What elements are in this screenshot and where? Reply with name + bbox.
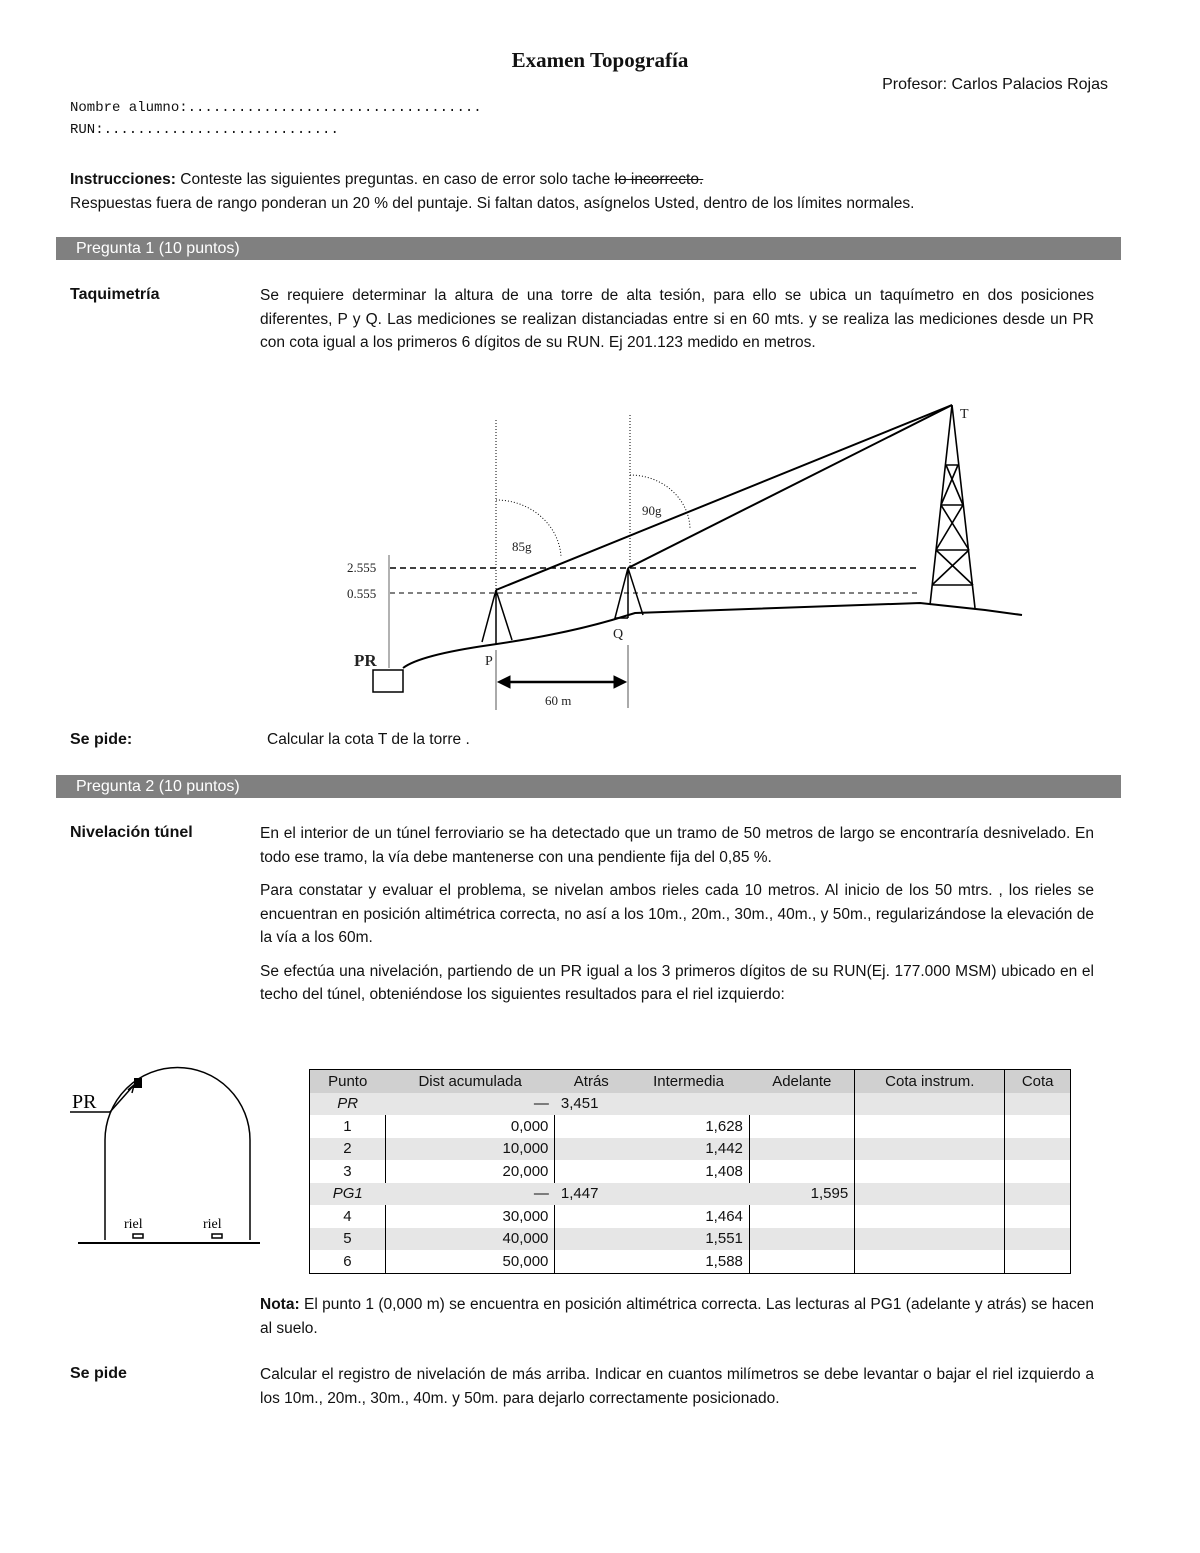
table-cell <box>749 1138 854 1161</box>
table-cell: — <box>533 1095 549 1113</box>
instructions-line2: Respuestas fuera de rango ponderan un 20 % del puntaje. Si faltan datos, asígnelos Usted, dentro de los límites normales. <box>70 195 915 212</box>
table-row <box>310 1138 1071 1161</box>
table-cell <box>749 1205 854 1228</box>
table-row <box>310 1205 1071 1228</box>
col-header: Punto <box>310 1070 386 1093</box>
q2-ask-label: Se pide <box>70 1365 127 1382</box>
table-cell <box>855 1228 1005 1251</box>
table-cell: 1 <box>310 1115 386 1138</box>
table-row <box>310 1183 1071 1206</box>
table-cell: 1,408 <box>628 1160 750 1183</box>
table-cell: 30,000 <box>385 1205 554 1228</box>
table-cell <box>855 1250 1005 1273</box>
table-cell <box>1005 1115 1071 1138</box>
table-cell: 3,451 <box>560 1095 599 1113</box>
q2-note <box>260 1293 1094 1341</box>
q1-statement: Se requiere determinar la altura de una torre de alta tesión, para ello se ubica un taquímetro en dos posiciones diferentes, P y Q. Las mediciones se realizan distanciadas entre si en 60 mts. y se realiza las mediciones desde un PR con cota igual a los primeros 6 dígitos de su RUN. Ej 201.123 medido en metros. <box>260 287 1094 351</box>
table-row <box>310 1160 1071 1183</box>
tower-diagram <box>340 395 1040 725</box>
table-cell <box>855 1093 1005 1116</box>
q2-topic-label: Nivelación túnel <box>70 824 193 841</box>
table-cell <box>628 1093 750 1116</box>
pr-marker <box>373 670 403 692</box>
q2-statement <box>260 822 1094 1017</box>
table-cell <box>555 1138 628 1161</box>
rail-left-label: riel <box>124 1217 143 1232</box>
q1-ask-text: Calcular la cota T de la torre . <box>267 731 470 748</box>
table-cell <box>555 1205 628 1228</box>
table-cell <box>555 1115 628 1138</box>
table-cell: 5 <box>310 1228 386 1251</box>
question-1-header <box>56 237 1121 260</box>
table-cell <box>1005 1138 1071 1161</box>
table-cell <box>1005 1250 1071 1273</box>
point-label: PG1 <box>332 1185 363 1203</box>
tunnel-pr-label: PR <box>72 1091 97 1113</box>
q1-topic-label: Taquimetría <box>70 286 160 303</box>
table-cell <box>749 1228 854 1251</box>
table-cell <box>1005 1093 1071 1116</box>
question-1-title: Pregunta 1 (10 puntos) <box>76 240 240 257</box>
table-cell: 40,000 <box>385 1228 554 1251</box>
q2-paragraph-3: Se efectúa una nivelación, partiendo de un PR igual a los 3 primeros dígitos de su RUN(Ej. 177.000 MSM) ubicado en el techo del túnel, obteniéndose los siguientes resultados para el riel izquierdo: <box>260 962 1094 1003</box>
table-row <box>310 1115 1071 1138</box>
note-text: El punto 1 (0,000 m) se encuentra en posición altimétrica correcta. Las lecturas al PG1 (adelante y atrás) se hacen al suelo. <box>260 1296 1094 1337</box>
table-cell: 1,464 <box>628 1205 750 1228</box>
distance-label: 60 m <box>545 693 572 708</box>
table-cell: 1,551 <box>628 1228 750 1251</box>
table-cell <box>555 1250 628 1273</box>
table-cell: 2 <box>310 1138 386 1161</box>
instructions <box>70 168 1115 216</box>
table-cell <box>555 1160 628 1183</box>
table-row <box>310 1228 1071 1251</box>
table-cell: 6 <box>310 1250 386 1273</box>
instructions-label: Instrucciones: <box>70 171 176 188</box>
tunnel-diagram <box>60 1060 270 1260</box>
table-cell: 1,588 <box>628 1250 750 1273</box>
table-cell: 1,628 <box>628 1115 750 1138</box>
table-cell: — <box>533 1185 549 1203</box>
table-cell: 1,442 <box>628 1138 750 1161</box>
table-cell: 3 <box>310 1160 386 1183</box>
angle-arc-q <box>630 475 690 528</box>
table-cell <box>310 1183 386 1206</box>
table-cell <box>749 1250 854 1273</box>
table-cell <box>749 1115 854 1138</box>
table-cell <box>855 1183 1005 1206</box>
q-label: Q <box>613 627 624 642</box>
table-row <box>310 1093 1071 1116</box>
q2-paragraph-2: Para constatar y evaluar el problema, se nivelan ambos rieles cada 10 metros. Al inicio de los 50 mtrs. , los rieles se encuentran en posición altimétrica correcta, no así a los 10m., 20m., 30m., 40m., y 50m., regularizándose la elevación de la vía a los 60m. <box>260 882 1094 946</box>
level-high-label: 2.555 <box>347 560 377 575</box>
table-cell <box>855 1138 1005 1161</box>
rail-right-label: riel <box>203 1217 222 1232</box>
table-cell <box>1005 1183 1071 1206</box>
sight-line-q <box>628 405 952 568</box>
question-2-title: Pregunta 2 (10 puntos) <box>76 778 240 795</box>
table-cell <box>1005 1205 1071 1228</box>
instructions-text: Conteste las siguientes preguntas. en caso de error solo tache <box>175 171 615 188</box>
table-cell <box>628 1183 750 1206</box>
leveling-table <box>309 1069 1071 1274</box>
table-cell: 10,000 <box>385 1138 554 1161</box>
table-cell: 20,000 <box>385 1160 554 1183</box>
q2-ask-text: Calcular el registro de nivelación de más arriba. Indicar en cuantos milímetros se debe levantar o bajar el riel izquierdo a los 10m., 20m., 30m., 40m. y 50m. para dejarlo correctamente posicionado. <box>260 1366 1094 1407</box>
col-header: Adelante <box>749 1070 854 1093</box>
angle-p-label: 85g <box>512 539 532 554</box>
exam-title: Examen Topografía <box>511 48 689 72</box>
instructions-struck: lo incorrecto. <box>614 171 704 188</box>
note-label: Nota: <box>260 1296 300 1313</box>
table-cell <box>855 1160 1005 1183</box>
table-cell <box>555 1228 628 1251</box>
point-label: PR <box>337 1095 359 1113</box>
table-cell: 1,447 <box>560 1185 599 1203</box>
table-cell: 4 <box>310 1205 386 1228</box>
col-header: Atrás <box>555 1070 628 1093</box>
col-header: Cota instrum. <box>855 1070 1005 1093</box>
col-header: Dist acumulada <box>385 1070 554 1093</box>
professor-name: Profesor: Carlos Palacios Rojas <box>882 76 1108 93</box>
col-header: Cota <box>1005 1070 1071 1093</box>
run-field: RUN:............................ <box>70 122 339 138</box>
table-cell <box>1005 1160 1071 1183</box>
t-label: T <box>960 407 969 422</box>
table-cell: 50,000 <box>385 1250 554 1273</box>
table-cell <box>310 1093 386 1116</box>
q2-paragraph-1: En el interior de un túnel ferroviario se ha detectado que un tramo de 50 metros de largo se encontraría desnivelado. En todo ese tramo, la vía debe mantenerse con una pendiente fija del 0,85 %. <box>260 825 1094 866</box>
table-cell <box>1005 1228 1071 1251</box>
level-low-label: 0.555 <box>347 586 377 601</box>
table-row <box>310 1250 1071 1273</box>
pr-label: PR <box>354 651 377 670</box>
angle-q-label: 90g <box>642 503 662 518</box>
student-name-field: Nombre alumno:................................... <box>70 100 482 116</box>
col-header: Intermedia <box>628 1070 750 1093</box>
table-cell <box>855 1205 1005 1228</box>
sight-line-p <box>496 405 952 590</box>
question-2-header <box>56 775 1121 798</box>
p-label: P <box>485 654 493 669</box>
tower <box>930 405 975 608</box>
table-cell: 0,000 <box>385 1115 554 1138</box>
table-header-row <box>310 1070 1071 1093</box>
tripod-p <box>482 590 512 645</box>
table-cell <box>749 1160 854 1183</box>
table-cell: 1,595 <box>810 1185 849 1203</box>
pr-arrow <box>110 1085 134 1112</box>
table-cell <box>749 1093 854 1116</box>
q1-ask-label: Se pide: <box>70 731 133 748</box>
table-cell <box>855 1115 1005 1138</box>
